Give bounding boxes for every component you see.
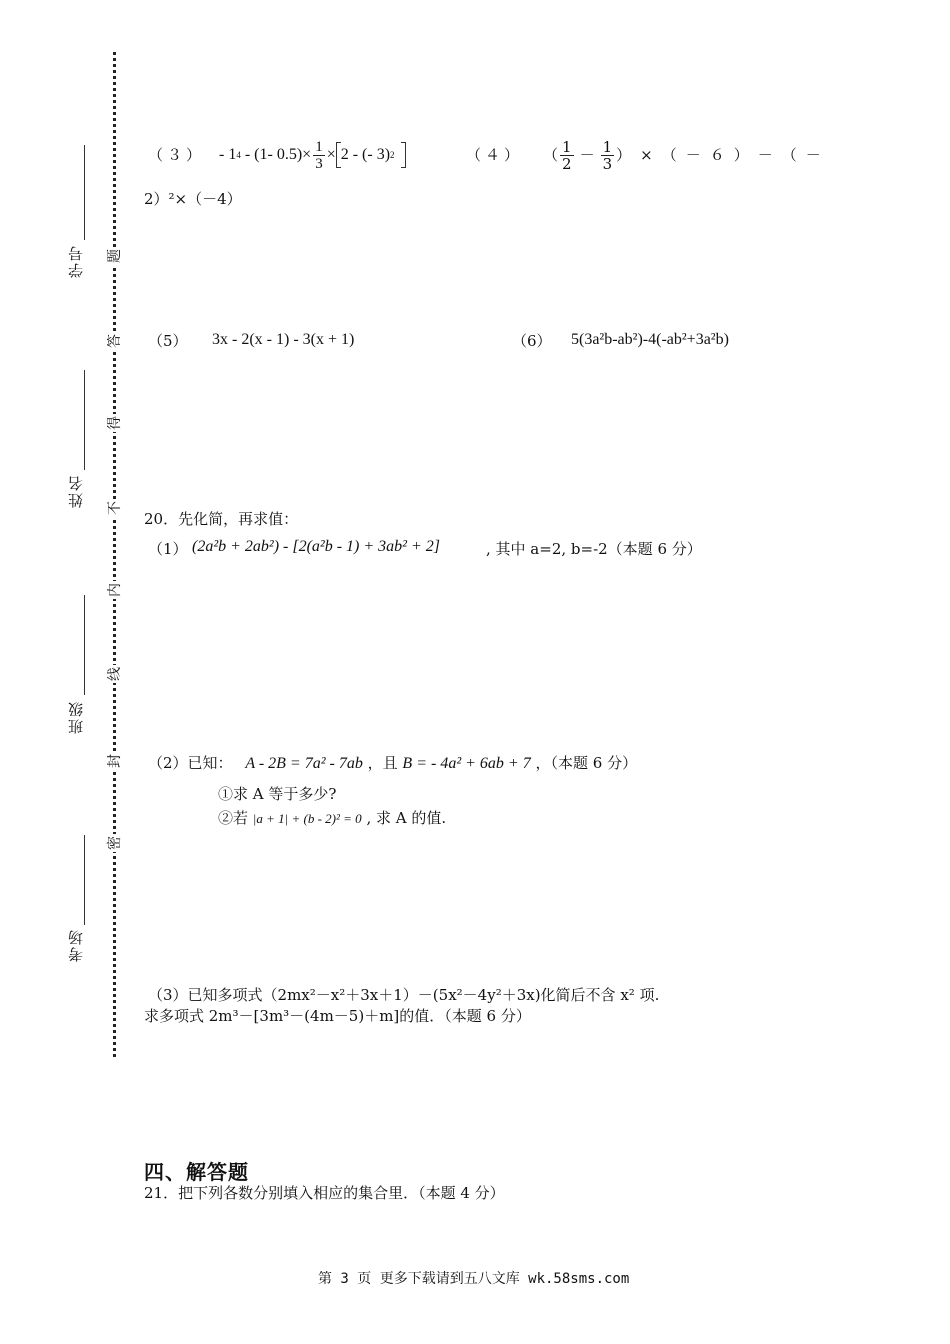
q19-p3-fraction — [313, 139, 325, 172]
q20-p1-label: （1） — [148, 540, 188, 558]
seal-char: 封 — [107, 754, 123, 768]
q20-p2-label: （2）已知： — [148, 754, 233, 772]
q20-p1-expr: (2a²b + 2ab²) - [2(a²b - 1) + 3ab² + 2] — [192, 538, 440, 555]
seal-char: 不 — [107, 501, 123, 515]
q20-p2-expr2: B = - 4a² + 6ab + 7 — [402, 755, 531, 772]
q19-p3-frac-den: 3 — [315, 155, 323, 172]
q19-p4-frac2 — [601, 139, 615, 172]
q19-p5-label: （5） — [148, 332, 188, 350]
q19-p5-expr: 3x - 2(x - 1) - 3(x + 1) — [212, 331, 355, 348]
q20-p3-line1: （3）已知多项式（2mx²－x²＋3x＋1）－(5x²－4y²＋3x)化简后不含 x² 项. — [148, 986, 660, 1004]
q19-p6-expr: 5(3a²b-ab²)-4(-ab²+3a²b) — [571, 331, 729, 348]
q21-text: 21．把下列各数分别填入相应的集合里．（本题 4 分） — [144, 1184, 505, 1202]
seal-dotted-line — [113, 52, 116, 1057]
q19-p3-b: - (1- 0.5)× — [240, 146, 312, 163]
q20-p2-mid: ，且 — [367, 754, 398, 772]
q19-p3-c: × — [326, 146, 336, 163]
page-footer: 第 3 页 更多下载请到五八文库 wk.58sms.com — [318, 1271, 630, 1287]
q19-p4-rest: ）×（－６）－（－ — [616, 146, 830, 164]
section4-heading: 四、解答题 — [144, 1160, 249, 1184]
q20-p2-item1: ①求 A 等于多少? — [218, 785, 337, 803]
q20-title: 20．先化简，再求值： — [144, 510, 299, 528]
q19-p3-a: - 1 — [219, 146, 237, 163]
seal-char: 内 — [107, 583, 123, 597]
q19-p4-frac1 — [560, 139, 574, 172]
q19-p3-expr: - 1 4 - (1- 0.5)× $\frac{1}{3}$ × 2 - (- 3) 2 — [219, 139, 406, 172]
q19-part4 — [466, 138, 830, 172]
q19-p3-rbracket — [401, 142, 406, 168]
seal-char: 密 — [107, 836, 123, 850]
xuehao-underline — [84, 145, 85, 240]
seal-char: 得 — [107, 416, 123, 430]
q19-part3 — [148, 138, 406, 172]
xingming-underline — [84, 370, 85, 470]
seal-char: 线 — [107, 667, 123, 681]
seal-char: 题 — [107, 249, 123, 263]
q19-p4-frac2-den: 3 — [602, 154, 613, 173]
q20-p2-item2-post: , 求 A 的值. — [366, 809, 447, 827]
q20-p2-item2 — [218, 808, 446, 829]
q19-p3-d: 2 - (- 3) — [340, 146, 391, 163]
q20-p2-expr: A - 2B = 7a² - 7ab — [245, 755, 363, 772]
xuehao-label: 学号 — [67, 244, 85, 278]
q19-p4-frac1-den: 2 — [562, 154, 572, 173]
q20-p1-condition: , 其中 a=2, b=-2（本题 6 分） — [486, 540, 702, 558]
banji-underline — [84, 595, 85, 695]
q19-p4-label: （４） — [466, 146, 524, 164]
seal-char: 答 — [107, 334, 123, 348]
q20-p3-line2: 求多项式 2m³－[3m³－(4m－5)＋m]的值．（本题 6 分） — [144, 1007, 531, 1025]
xingming-label: 姓名 — [67, 474, 85, 508]
q19-p4-frac1-num: 1 — [562, 137, 572, 156]
kaochang-underline — [84, 835, 85, 925]
q19-p4-lparen: （ — [543, 146, 559, 164]
q20-p2-item2-expr: |a + 1| + (b - 2)² = 0 — [252, 811, 362, 826]
q20-p2-item2-pre: ②若 — [218, 809, 249, 827]
banji-label: 班级 — [67, 700, 85, 734]
q19-p3-frac-num: 1 — [315, 138, 323, 155]
q19-p6-label: （6） — [512, 332, 552, 350]
kaochang-label: 考场 — [67, 928, 85, 962]
q20-p2-tail: ，（本题 6 分） — [535, 754, 638, 772]
q20-p2-line — [148, 753, 637, 774]
q19-p4-frac2-num: 1 — [602, 137, 613, 156]
q19-p3-label: （３） — [148, 146, 206, 164]
q19-p4-continuation: 2）²×（－4） — [144, 190, 242, 208]
q19-p4-minus: － — [579, 146, 595, 164]
